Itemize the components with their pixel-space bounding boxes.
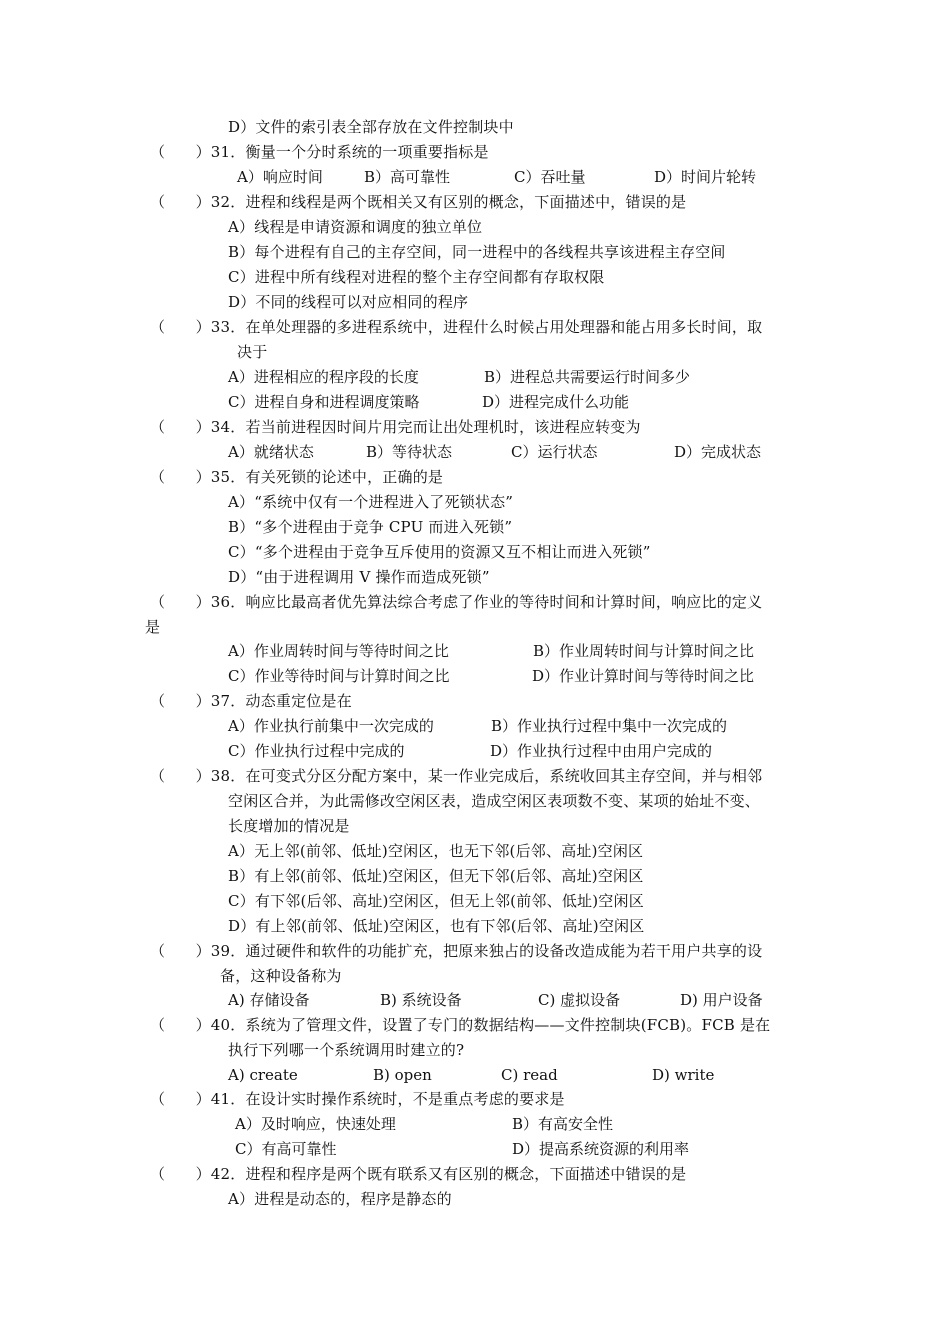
q31-option-b: B）高可靠性 <box>364 168 451 186</box>
q37-option-c: C）作业执行过程中完成的 <box>228 742 405 760</box>
question-36: （ ）36．响应比最高者优先算法综合考虑了作业的等待时间和计算时间，响应比的定义 <box>150 593 763 611</box>
question-31: （ ）31．衡量一个分时系统的一项重要指标是 <box>150 143 489 161</box>
q35-option-a: A）“系统中仅有一个进程进入了死锁状态” <box>228 493 514 511</box>
q31-option-d: D）时间片轮转 <box>654 168 757 186</box>
q39-option-b: B) 系统设备 <box>380 991 462 1009</box>
q39-option-a: A) 存储设备 <box>228 991 310 1009</box>
q31-option-c: C）吞吐量 <box>514 168 586 186</box>
q30-option-d: D）文件的索引表全部存放在文件控制块中 <box>228 118 514 136</box>
q40-option-a: A) create <box>228 1066 298 1084</box>
q32-option-c: C）进程中所有线程对进程的整个主存空间都有存取权限 <box>228 268 605 286</box>
q34-option-b: B）等待状态 <box>366 443 453 461</box>
q32-option-d: D）不同的线程可以对应相同的程序 <box>228 293 469 311</box>
q37-option-a: A）作业执行前集中一次完成的 <box>228 717 434 735</box>
q39-option-d: D) 用户设备 <box>680 991 763 1009</box>
q35-option-c: C）“多个进程由于竞争互斥使用的资源又互不相让而进入死锁” <box>228 543 651 561</box>
q41-option-c: C）有高可靠性 <box>235 1140 337 1158</box>
q40-option-d: D) write <box>652 1066 715 1084</box>
q34-option-a: A）就绪状态 <box>228 443 314 461</box>
question-32: （ ）32．进程和线程是两个既相关又有区别的概念，下面描述中，错误的是 <box>150 193 687 211</box>
question-38-cont-1: 空闲区合并，为此需修改空闲区表，造成空闲区表项数不变、某项的始址不变、 <box>228 792 761 810</box>
q38-option-d: D）有上邻(前邻、低址)空闲区，也有下邻(后邻、高址)空闲区 <box>228 917 645 935</box>
q33-option-d: D）进程完成什么功能 <box>482 393 630 411</box>
question-41: （ ）41．在设计实时操作系统时，不是重点考虑的要求是 <box>150 1090 565 1108</box>
q34-option-d: D）完成状态 <box>674 443 762 461</box>
q32-option-b: B）每个进程有自己的主存空间，同一进程中的各线程共享该进程主存空间 <box>228 243 726 261</box>
question-37: （ ）37．动态重定位是在 <box>150 692 352 710</box>
q32-option-a: A）线程是申请资源和调度的独立单位 <box>228 218 483 236</box>
q36-option-a: A）作业周转时间与等待时间之比 <box>228 642 449 660</box>
q35-option-b: B）“多个进程由于竞争 CPU 而进入死锁” <box>228 518 513 536</box>
q33-option-b: B）进程总共需要运行时间多少 <box>484 368 691 386</box>
question-39-cont: 备，这种设备称为 <box>220 967 342 985</box>
question-33-cont: 决于 <box>237 343 268 361</box>
q36-option-b: B）作业周转时间与计算时间之比 <box>533 642 755 660</box>
q41-option-a: A）及时响应，快速处理 <box>235 1115 396 1133</box>
q40-option-b: B) open <box>373 1066 432 1084</box>
q31-option-a: A）响应时间 <box>237 168 323 186</box>
q38-option-c: C）有下邻(后邻、高址)空闲区，但无上邻(前邻、低址)空闲区 <box>228 892 644 910</box>
q33-option-c: C）进程自身和进程调度策略 <box>228 393 420 411</box>
q36-option-c: C）作业等待时间与计算时间之比 <box>228 667 450 685</box>
q41-option-b: B）有高安全性 <box>512 1115 614 1133</box>
q38-option-b: B）有上邻(前邻、低址)空闲区，但无下邻(后邻、高址)空闲区 <box>228 867 644 885</box>
q37-option-b: B）作业执行过程中集中一次完成的 <box>491 717 728 735</box>
q37-option-d: D）作业执行过程中由用户完成的 <box>490 742 713 760</box>
question-39: （ ）39．通过硬件和软件的功能扩充，把原来独占的设备改造成能为若干用户共享的设 <box>150 942 763 960</box>
question-40: （ ）40．系统为了管理文件，设置了专门的数据结构——文件控制块(FCB)。FCB 是在 <box>150 1016 771 1034</box>
q42-option-a: A）进程是动态的，程序是静态的 <box>228 1190 452 1208</box>
question-36-cont: 是 <box>145 618 161 636</box>
q33-option-a: A）进程相应的程序段的长度 <box>228 368 419 386</box>
q40-option-c: C) read <box>501 1066 558 1084</box>
question-38-cont-2: 长度增加的情况是 <box>228 817 350 835</box>
q34-option-c: C）运行状态 <box>511 443 598 461</box>
question-42: （ ）42．进程和程序是两个既有联系又有区别的概念，下面描述中错误的是 <box>150 1165 687 1183</box>
question-34: （ ）34．若当前进程因时间片用完而让出处理机时，该进程应转变为 <box>150 418 641 436</box>
q35-option-d: D）“由于进程调用 V 操作而造成死锁” <box>228 568 490 586</box>
question-38: （ ）38．在可变式分区分配方案中，某一作业完成后，系统收回其主存空间，并与相邻 <box>150 767 763 785</box>
q36-option-d: D）作业计算时间与等待时间之比 <box>532 667 755 685</box>
q38-option-a: A）无上邻(前邻、低址)空闲区，也无下邻(后邻、高址)空闲区 <box>228 842 644 860</box>
q39-option-c: C) 虚拟设备 <box>538 991 621 1009</box>
question-35: （ ）35．有关死锁的论述中，正确的是 <box>150 468 444 486</box>
question-33: （ ）33．在单处理器的多进程系统中，进程什么时候占用处理器和能占用多长时间，取 <box>150 318 763 336</box>
question-40-cont: 执行下列哪一个系统调用时建立的? <box>228 1041 465 1059</box>
q41-option-d: D）提高系统资源的利用率 <box>512 1140 690 1158</box>
